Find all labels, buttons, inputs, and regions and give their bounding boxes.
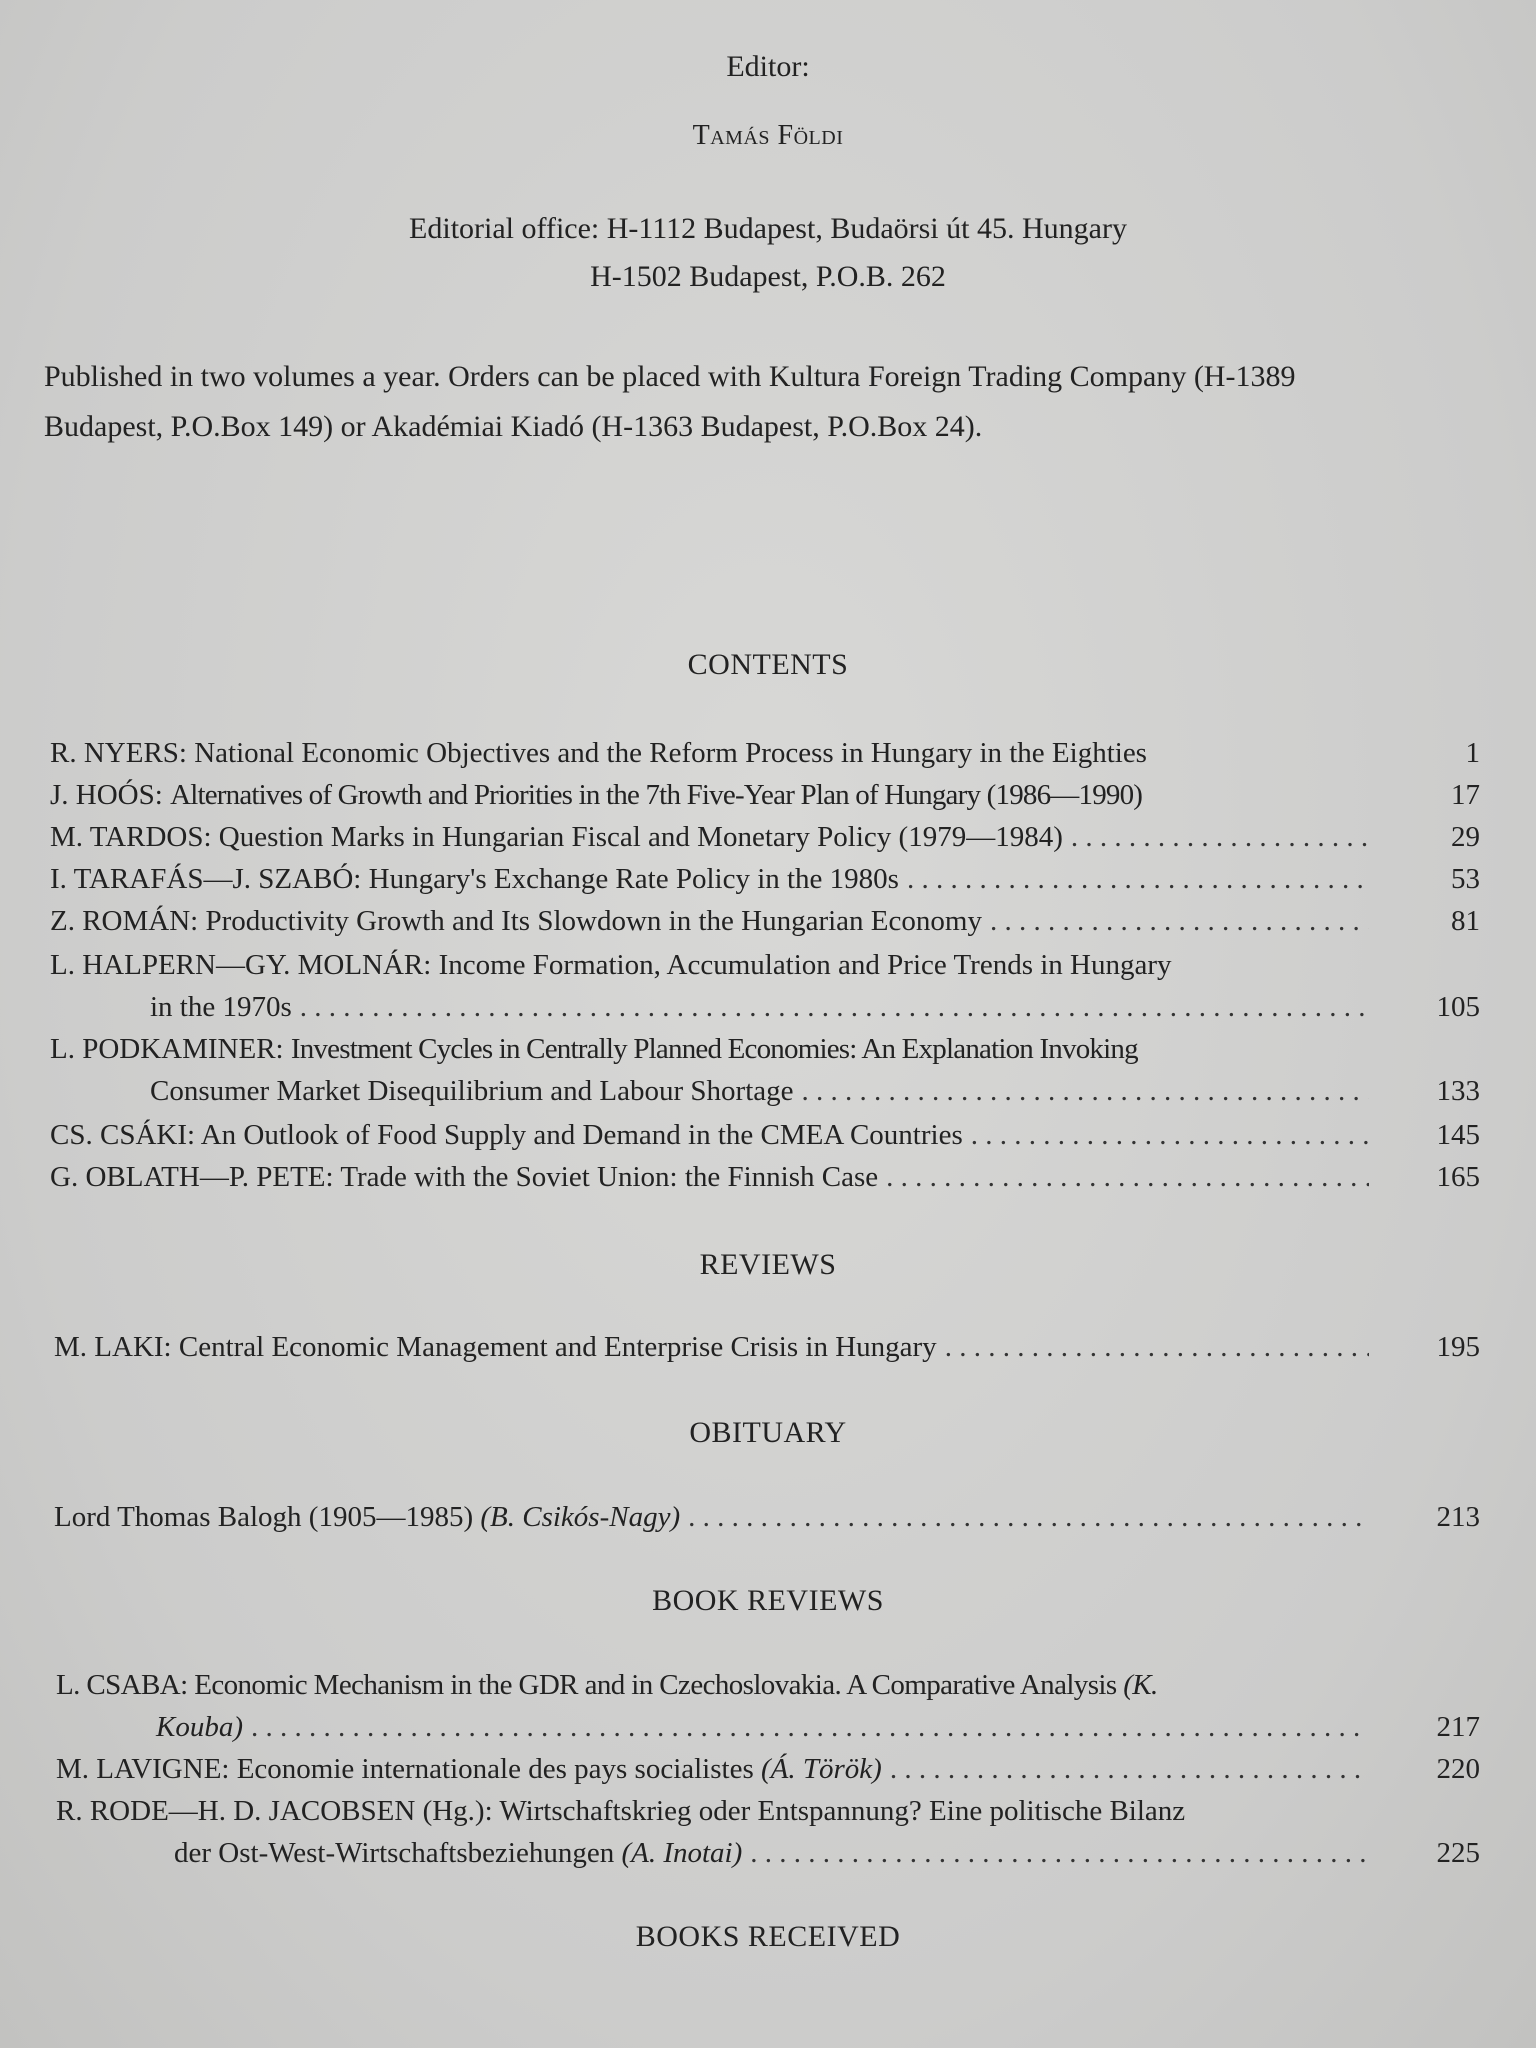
toc-title: Productivity Growth and Its Slowdown in the Hungarian Economy: [205, 905, 982, 937]
toc-title-continued: in the 1970s: [150, 991, 292, 1023]
toc-title: National Economic Objectives and the Reform Process in Hungary in the Eighties: [194, 737, 1147, 769]
toc-page-number: 220: [1436, 1753, 1480, 1785]
publication-info-line-2: Budapest, P.O.Box 149) or Akadémiai Kiadó (H-1363 Budapest, P.O.Box 24).: [44, 410, 983, 443]
toc-title: Economic Mechanism in the GDR and in Czechoslovakia. A Comparative Analysis: [194, 1669, 1117, 1701]
toc-entry[interactable]: [50, 1664, 1480, 1750]
toc-title: Investment Cycles in Centrally Planned Economies: An Explanation Invoking: [290, 1033, 1138, 1065]
dot-leader: [945, 1326, 1369, 1368]
toc-title: Economie internationale des pays socialistes: [236, 1753, 754, 1785]
toc-author: M. LAKI:: [54, 1331, 172, 1363]
toc-entry[interactable]: [50, 732, 1480, 774]
toc-title: Income Formation, Accumulation and Price Trends in Hungary: [438, 949, 1172, 981]
toc-entry[interactable]: [50, 858, 1480, 900]
toc-page-number: 145: [1436, 1119, 1480, 1151]
toc-entry[interactable]: [50, 816, 1480, 858]
toc-entry[interactable]: [50, 1496, 1480, 1538]
toc-author: M. LAVIGNE:: [56, 1753, 230, 1785]
toc-page-number: 195: [1436, 1331, 1480, 1363]
toc-page-number: 53: [1451, 863, 1480, 895]
toc-page-number: 105: [1436, 991, 1480, 1023]
toc-author: L. HALPERN—GY. MOLNÁR:: [50, 949, 432, 981]
editor-name: Tamás Földi: [692, 120, 844, 151]
toc-author: Z. ROMÁN:: [50, 905, 199, 937]
toc-author: L. CSABA:: [56, 1669, 188, 1701]
toc-author: G. OBLATH—P. PETE:: [50, 1161, 334, 1193]
editorial-office-line-2: H-1502 Budapest, P.O.B. 262: [590, 260, 946, 293]
toc-entry[interactable]: [50, 1114, 1480, 1156]
reviews-heading: REVIEWS: [699, 1248, 837, 1281]
toc-author: CS. CSÁKI:: [50, 1119, 196, 1151]
publication-info-line-1: Published in two volumes a year. Orders can be placed with Kultura Foreign Trading Company (H-1389: [44, 360, 1296, 393]
dot-leader: [1071, 816, 1369, 858]
books-received-heading: BOOKS RECEIVED: [635, 1920, 901, 1953]
toc-author: J. HOÓS:: [50, 779, 163, 811]
toc-page-number: 29: [1451, 821, 1480, 853]
dot-leader: [251, 1706, 1369, 1748]
toc-page-number: 213: [1436, 1501, 1480, 1533]
dot-leader: [300, 986, 1369, 1028]
editor-label: Editor:: [726, 50, 810, 83]
toc-title: Hungary's Exchange Rate Policy in the 1980s: [368, 863, 899, 895]
toc-entry[interactable]: [50, 944, 1480, 1030]
dot-leader: [890, 1748, 1369, 1790]
toc-entry[interactable]: [50, 1326, 1480, 1368]
toc-page-number: 17: [1451, 779, 1480, 811]
toc-title: Alternatives of Growth and Priorities in the 7th Five-Year Plan of Hungary (1986—1990): [170, 779, 1143, 811]
toc-entry[interactable]: [50, 1748, 1480, 1790]
toc-entry[interactable]: [50, 1028, 1480, 1114]
toc-author: R. NYERS:: [50, 737, 187, 769]
toc-title: Wirtschaftskrieg oder Entspannung? Eine politische Bilanz: [499, 1795, 1186, 1827]
dot-leader: [990, 900, 1369, 942]
toc-title: Question Marks in Hungarian Fiscal and Monetary Policy (1979—1984): [218, 821, 1063, 853]
toc-page-number: 165: [1436, 1161, 1480, 1193]
toc-reviewer-continued: Kouba): [156, 1711, 243, 1743]
toc-entry[interactable]: [50, 1156, 1480, 1198]
toc-entry[interactable]: [50, 1790, 1480, 1876]
toc-author: L. PODKAMINER:: [50, 1033, 284, 1065]
dot-leader: [907, 858, 1369, 900]
toc-title-continued: Consumer Market Disequilibrium and Labour Shortage: [150, 1075, 794, 1107]
toc-entry[interactable]: [50, 774, 1480, 816]
toc-page-number: 1: [1465, 737, 1480, 769]
toc-title-continued: der Ost-West-Wirtschaftsbeziehungen: [174, 1837, 615, 1869]
dot-leader: [886, 1156, 1369, 1198]
toc-reviewer: (Á. Török): [760, 1753, 882, 1785]
book-reviews-heading: BOOK REVIEWS: [652, 1584, 884, 1617]
toc-entry[interactable]: [50, 900, 1480, 942]
dot-leader: [688, 1496, 1369, 1538]
toc-author: M. TARDOS:: [50, 821, 212, 853]
toc-reviewer: (A. Inotai): [621, 1837, 743, 1869]
toc-title: Central Economic Management and Enterprise Crisis in Hungary: [178, 1331, 937, 1363]
toc-page-number: 225: [1436, 1837, 1480, 1869]
toc-page-number: 133: [1436, 1075, 1480, 1107]
toc-reviewer: (B. Csikós-Nagy): [480, 1501, 681, 1533]
dot-leader: [802, 1070, 1369, 1112]
toc-author: I. TARAFÁS—J. SZABÓ:: [50, 863, 362, 895]
contents-heading: CONTENTS: [687, 648, 849, 681]
toc-page-number: 217: [1436, 1711, 1480, 1743]
toc-author: R. RODE—H. D. JACOBSEN (Hg.):: [56, 1795, 493, 1827]
toc-title: Lord Thomas Balogh (1905—1985): [54, 1501, 474, 1533]
obituary-heading: OBITUARY: [689, 1416, 847, 1449]
dot-leader: [971, 1114, 1369, 1156]
toc-title: Trade with the Soviet Union: the Finnish Case: [340, 1161, 879, 1193]
toc-title: An Outlook of Food Supply and Demand in the CMEA Countries: [200, 1119, 963, 1151]
toc-page-number: 81: [1451, 905, 1480, 937]
toc-reviewer: (K.: [1123, 1669, 1158, 1701]
dot-leader: [750, 1832, 1369, 1874]
editorial-office-line-1: Editorial office: H-1112 Budapest, Budaörsi út 45. Hungary: [409, 212, 1127, 245]
